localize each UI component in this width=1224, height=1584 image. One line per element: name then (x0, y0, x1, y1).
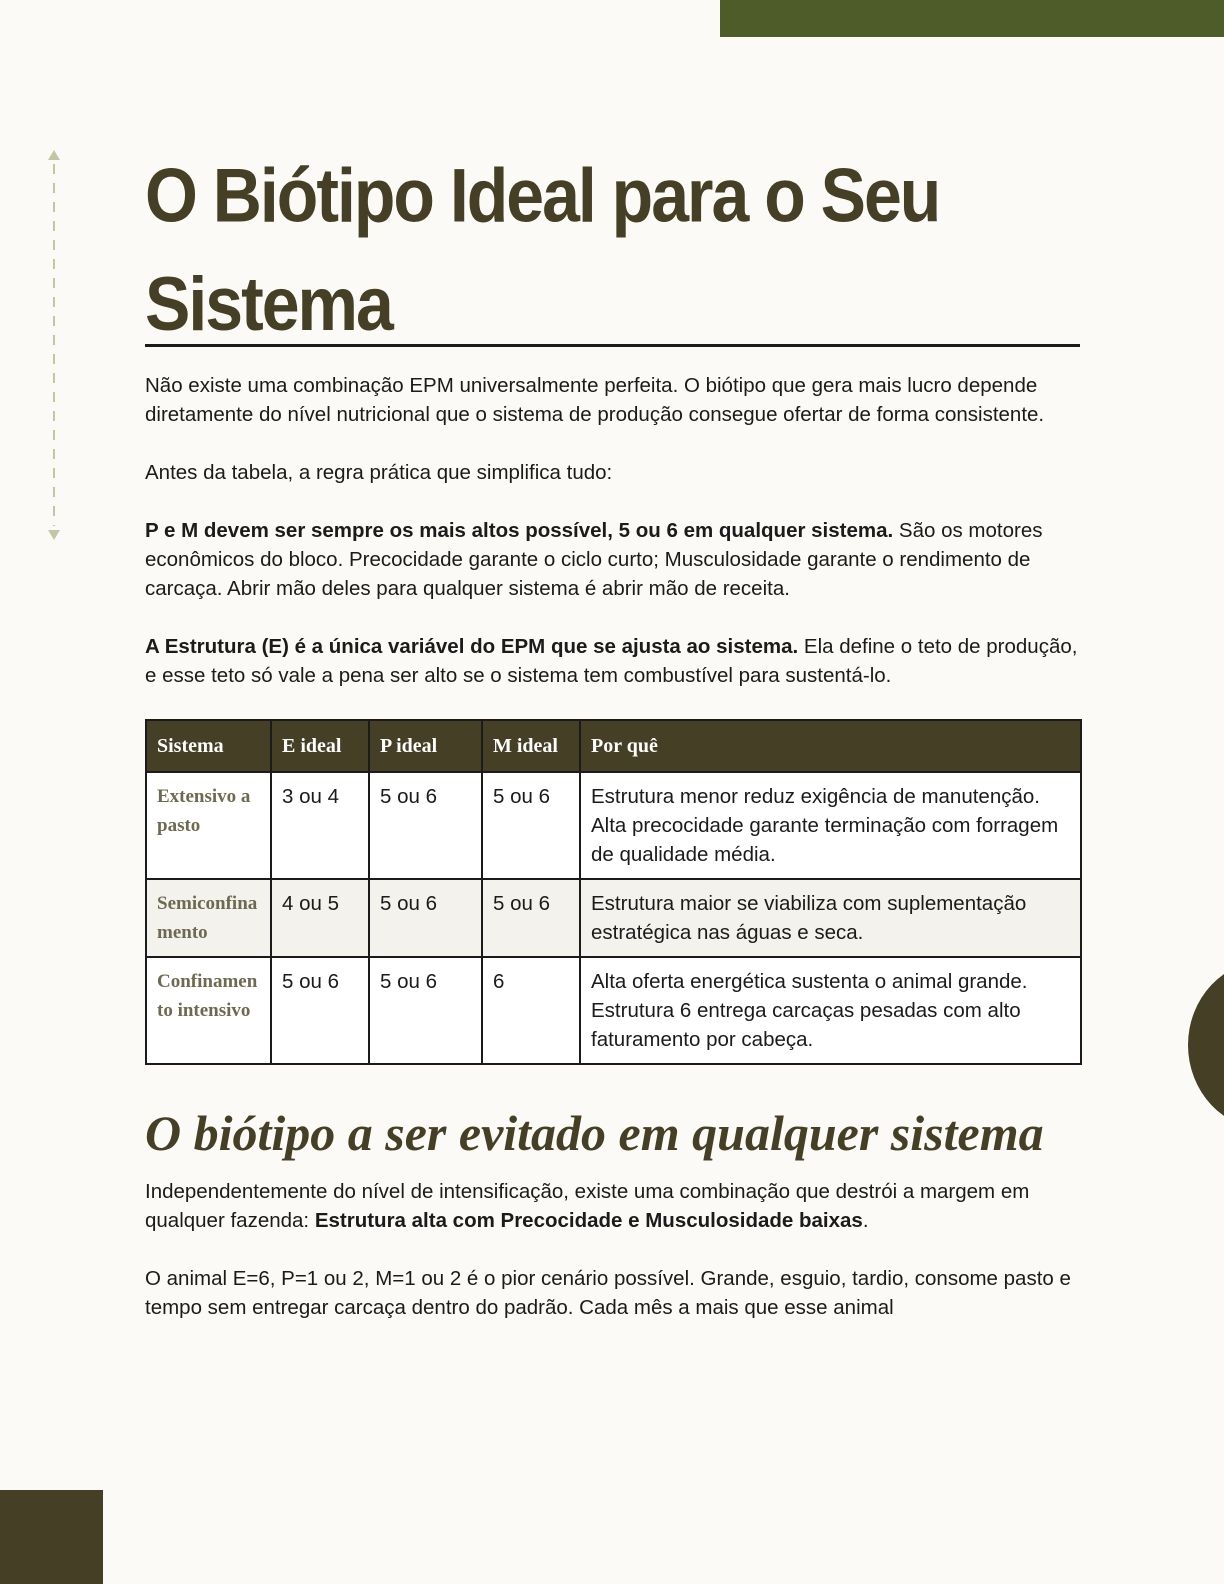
epm-table (145, 719, 1082, 1065)
cell-p-ideal: 5 ou 6 (369, 879, 482, 957)
table-row (146, 879, 1081, 957)
section-p1-text: Independentemente do nível de intensificação, existe uma combinação que destrói a margem em qualquer fazenda: (145, 1180, 1030, 1232)
decorative-half-circle (1188, 960, 1224, 1130)
cell-m-ideal: 5 ou 6 (482, 772, 580, 879)
header-sistema: Sistema (146, 720, 271, 772)
cell-por-que: Estrutura maior se viabiliza com suplementação estratégica nas águas e seca. (580, 879, 1081, 957)
intro-paragraph: Não existe uma combinação EPM universalmente perfeita. O biótipo que gera mais lucro depende diretamente do nível nutricional que o sistema de produção consegue ofertar de forma consistente. (145, 374, 1045, 426)
section-paragraph-1 (145, 1177, 1082, 1235)
arrow-up-icon (48, 150, 60, 160)
table-header-row (146, 720, 1081, 772)
rule-e-text: Ela define o teto de produção, e esse teto só vale a pena ser alto se o sistema tem combustível para sustentá-lo. (145, 635, 1078, 687)
header-m-ideal: M ideal (482, 720, 580, 772)
cell-m-ideal: 6 (482, 957, 580, 1064)
rule-pm-paragraph (145, 516, 1082, 603)
before-table-paragraph: Antes da tabela, a regra prática que simplifica tudo: (145, 461, 613, 484)
section-heading: O biótipo a ser evitado em qualquer sistema (145, 1105, 1044, 1161)
section-p1-bold: Estrutura alta com Precocidade e Musculosidade baixas (314, 1209, 863, 1232)
cell-e-ideal: 5 ou 6 (271, 957, 369, 1064)
cell-por-que: Alta oferta energética sustenta o animal grande. Estrutura 6 entrega carcaças pesadas com alto faturamento por cabeça. (580, 957, 1081, 1064)
top-accent-bar (720, 0, 1224, 37)
cell-sistema: Extensivo a pasto (146, 772, 271, 879)
cell-m-ideal: 5 ou 6 (482, 879, 580, 957)
cell-por-que: Estrutura menor reduz exigência de manutenção. Alta precocidade garante terminação com forragem de qualidade média. (580, 772, 1081, 879)
rule-pm-text: São os motores econômicos do bloco. Precocidade garante o ciclo curto; Musculosidade garante o rendimento de carcaça. Abrir mão deles para qualquer sistema é abrir mão de receita. (145, 519, 1043, 600)
page-content (145, 142, 1082, 1322)
cell-e-ideal: 3 ou 4 (271, 772, 369, 879)
dashed-line (53, 164, 55, 526)
section-p1-end: . (862, 1209, 869, 1232)
header-e-ideal: E ideal (271, 720, 369, 772)
section-paragraph-2: O animal E=6, P=1 ou 2, M=1 ou 2 é o pior cenário possível. Grande, esguio, tardio, consome pasto e tempo sem entregar carcaça dentro do padrão. Cada mês a mais que esse animal (145, 1267, 1071, 1319)
arrow-down-icon (48, 530, 60, 540)
bottom-accent-block (0, 1490, 103, 1584)
header-por-que: Por quê (580, 720, 1081, 772)
rule-e-bold: A Estrutura (E) é a única variável do EPM que se ajusta ao sistema. (145, 635, 799, 658)
header-p-ideal: P ideal (369, 720, 482, 772)
page-title: O Biótipo Ideal para o Seu Sistema (145, 153, 940, 347)
cell-p-ideal: 5 ou 6 (369, 772, 482, 879)
vertical-scroll-arrow-icon (48, 150, 60, 540)
rule-pm-bold: P e M devem ser sempre os mais altos possível, 5 ou 6 em qualquer sistema. (145, 519, 894, 542)
cell-p-ideal: 5 ou 6 (369, 957, 482, 1064)
cell-sistema: Semiconfinamento (146, 879, 271, 957)
table-row (146, 957, 1081, 1064)
rule-e-paragraph (145, 632, 1082, 690)
cell-sistema: Confinamento intensivo (146, 957, 271, 1064)
cell-e-ideal: 4 ou 5 (271, 879, 369, 957)
table-row (146, 772, 1081, 879)
